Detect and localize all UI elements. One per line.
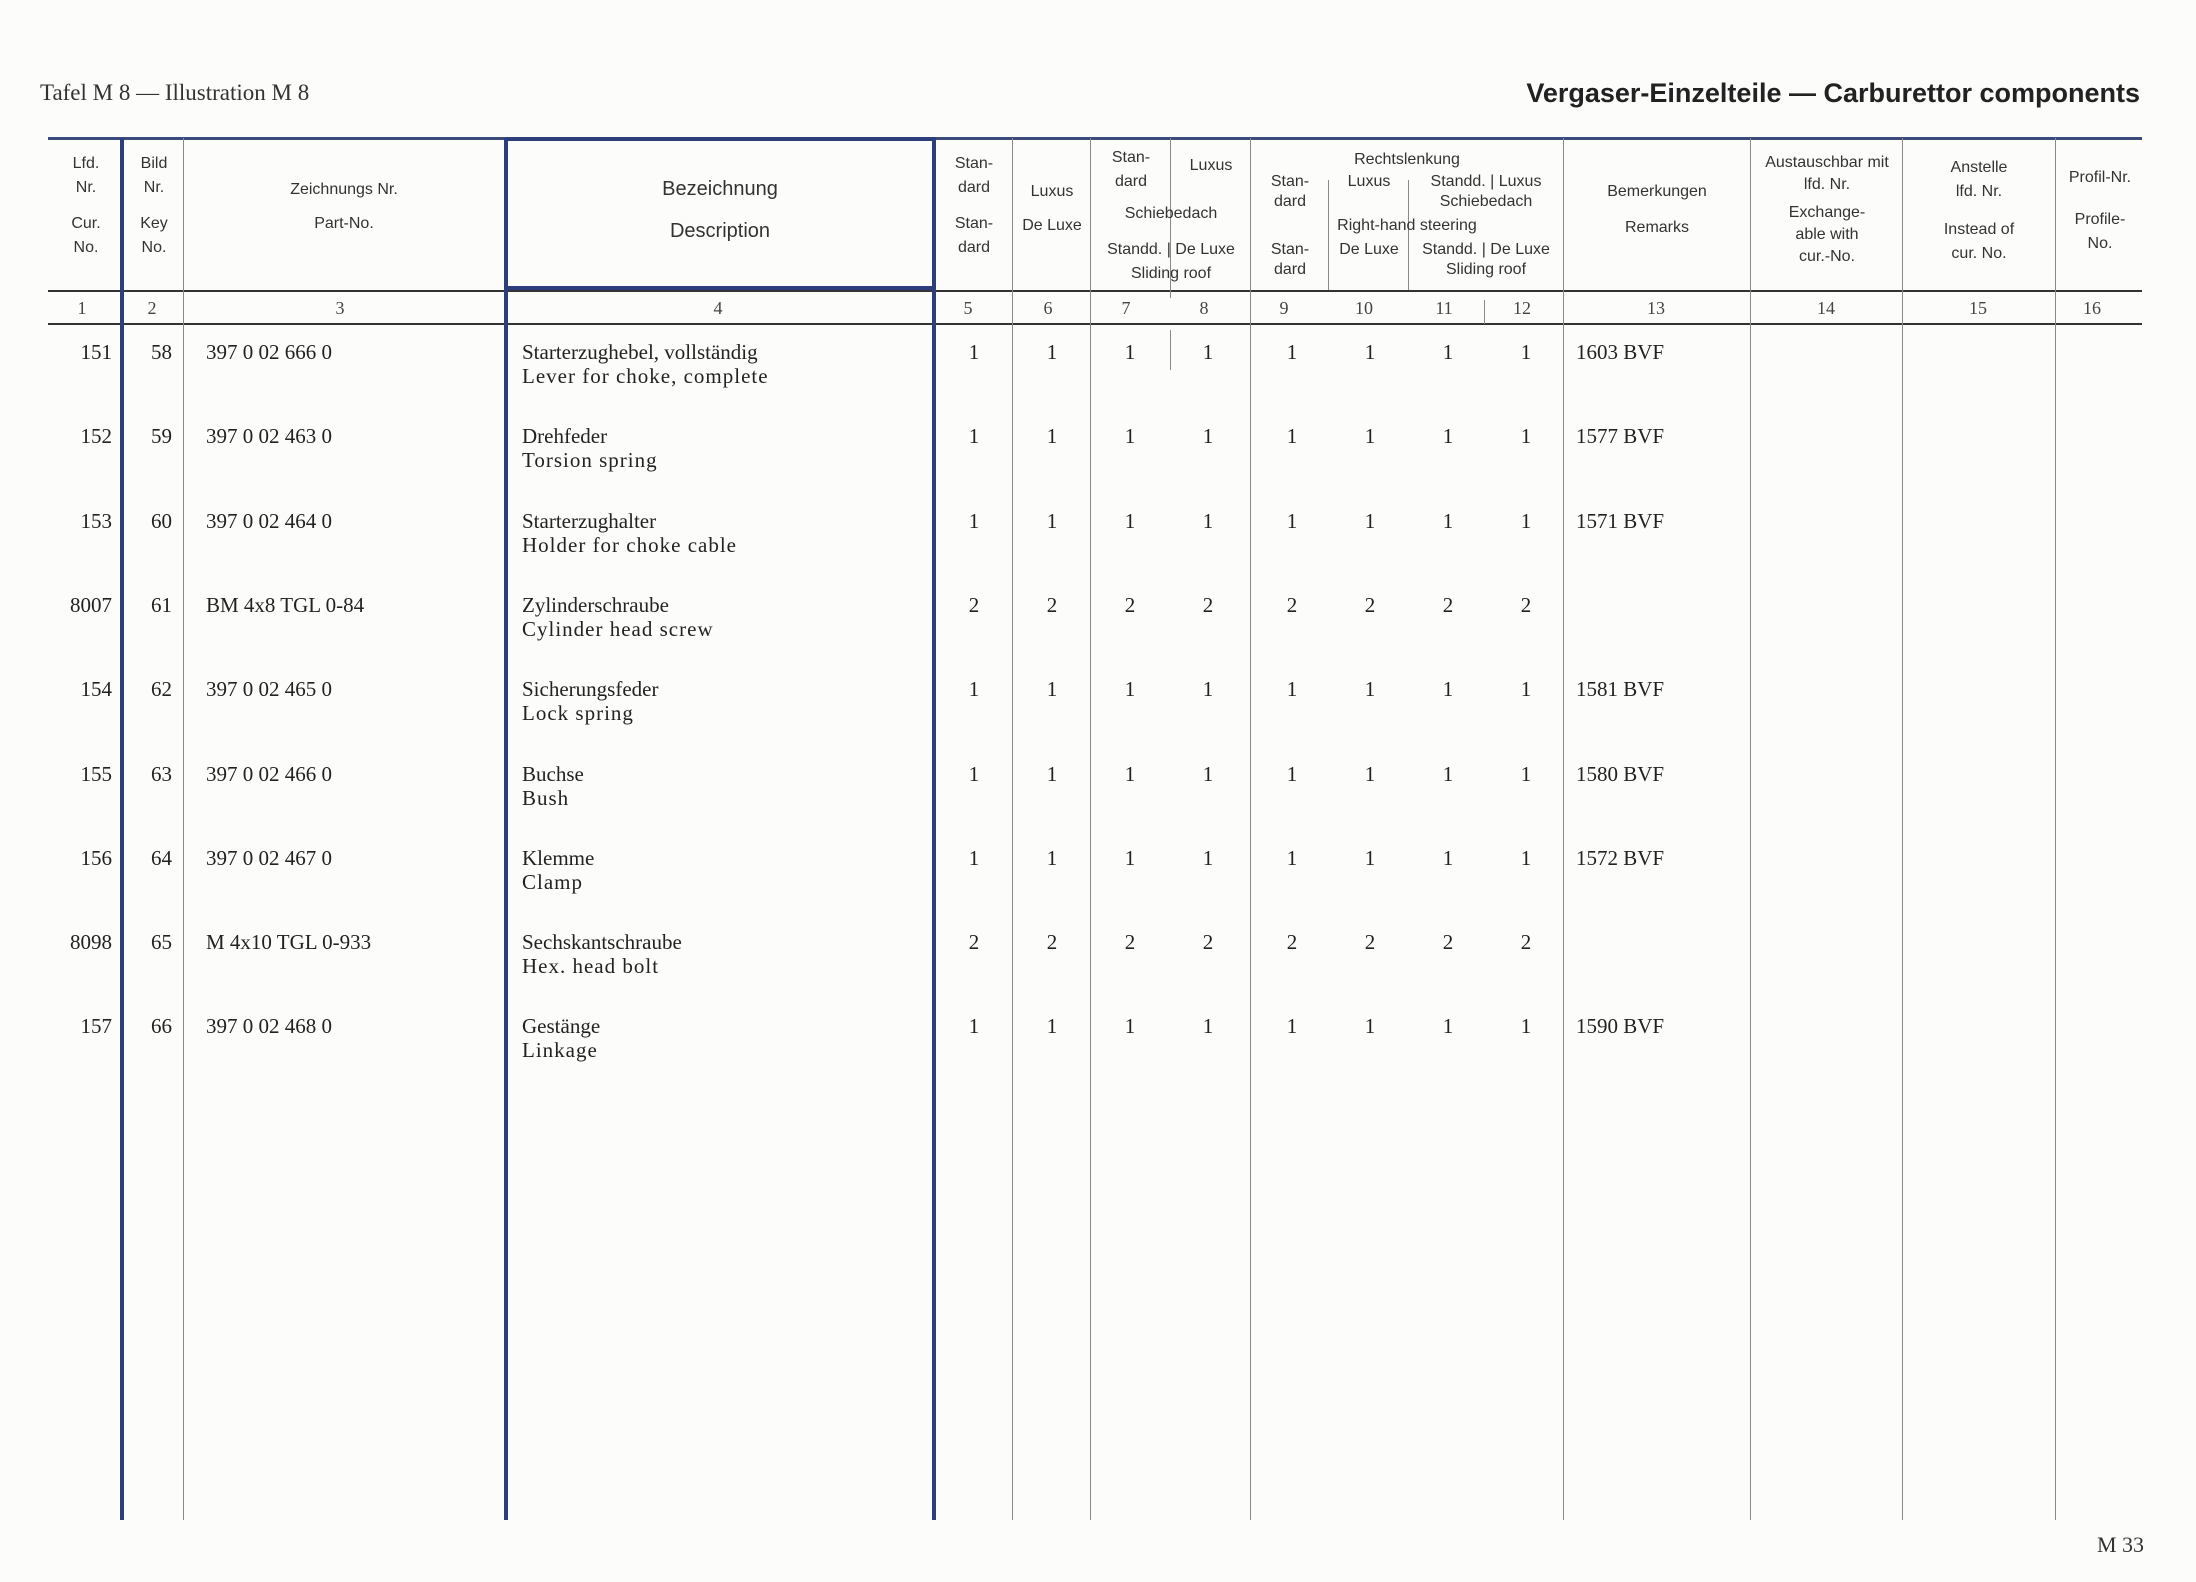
key-no-cell: 64 <box>151 845 172 870</box>
description-cell <box>522 1014 600 1062</box>
quantity-cell: 2 <box>1286 592 1298 617</box>
quantity-cell: 1 <box>1124 1014 1136 1039</box>
quantity-cell: 1 <box>1046 340 1058 364</box>
quantity-cell: 1 <box>968 845 980 870</box>
quantity-cell: 1 <box>1442 340 1454 364</box>
quantity-cell: 1 <box>1520 508 1532 533</box>
quantity-cell: 1 <box>1520 761 1532 786</box>
quantity-cell: 1 <box>968 761 980 786</box>
header-sunroof-standard: Stan- dard <box>1111 149 1151 190</box>
quantity-cell: 2 <box>1202 930 1214 955</box>
cur-no-cell: 151 <box>80 340 112 364</box>
remarks-cell: 1581 BVF <box>1576 677 1665 702</box>
header-part-no: Zeichnungs Nr. Part-No. <box>290 181 398 232</box>
column-number: 9 <box>1279 298 1289 318</box>
column-number: 1 <box>77 298 87 318</box>
description-english: Cylinder head screw <box>522 616 714 641</box>
key-no-cell: 59 <box>151 424 172 449</box>
col-divider-2 <box>183 138 184 1520</box>
header-remarks: Bemerkungen Remarks <box>1607 183 1707 236</box>
part-no-cell: 397 0 02 465 0 <box>206 677 332 702</box>
header-rhd-standard: Stan- dard <box>1270 173 1310 210</box>
quantity-cell: 1 <box>1364 424 1376 449</box>
header-key-no: Bild Nr. Key No. <box>140 155 168 256</box>
desc-box-top <box>506 137 936 141</box>
remarks-cell: 1571 BVF <box>1576 508 1665 533</box>
header-standard: Stan- dard Stan- dard <box>954 155 994 256</box>
quantity-cell: 1 <box>1202 677 1214 702</box>
quantity-cell: 1 <box>1286 508 1298 533</box>
description-cell <box>522 930 682 978</box>
quantity-cell: 1 <box>968 508 980 533</box>
header-rechtslenkung: Rechtslenkung <box>1354 151 1460 168</box>
quantity-cell: 2 <box>968 592 980 617</box>
description-cell <box>522 424 658 472</box>
column-number: 2 <box>147 298 157 318</box>
header-cur-no: Lfd. Nr. Cur. No. <box>71 155 101 256</box>
description-english: Linkage <box>522 1038 598 1063</box>
quantity-cell: 1 <box>1202 761 1214 786</box>
column-number: 7 <box>1121 298 1131 318</box>
quantity-cell: 1 <box>1364 508 1376 533</box>
part-no-cell: 397 0 02 666 0 <box>206 340 332 364</box>
quantity-cell: 1 <box>1442 1014 1454 1039</box>
header-rhd-luxus: Luxus <box>1347 173 1391 190</box>
quantity-cell: 1 <box>1442 677 1454 702</box>
part-no-cell: 397 0 02 466 0 <box>206 761 332 786</box>
quantity-cell: 2 <box>1124 930 1136 955</box>
description-german: Drehfeder <box>522 424 608 449</box>
remarks-cell: 1590 BVF <box>1576 1014 1665 1039</box>
column-number: 8 <box>1199 298 1209 318</box>
quantity-cell: 1 <box>1046 1014 1058 1039</box>
table-top-rule <box>48 137 2142 140</box>
column-number: 10 <box>1355 298 1373 318</box>
quantity-cell: 1 <box>1520 424 1532 449</box>
col-divider-13 <box>1750 138 1751 1520</box>
column-number: 11 <box>1435 298 1453 318</box>
quantity-cell: 1 <box>1364 677 1376 702</box>
header-luxus: Luxus De Luxe <box>1022 183 1082 234</box>
quantity-cell: 2 <box>1442 930 1454 955</box>
description-german: Gestänge <box>522 1014 601 1039</box>
quantity-cell: 2 <box>968 930 980 955</box>
description-german: Starterzughalter <box>522 508 657 533</box>
key-no-cell: 62 <box>151 677 172 702</box>
header-exchangeable: Austauschbar mit lfd. Nr. Exchange- able with cur.-No. <box>1765 154 1889 265</box>
desc-box-bottom <box>506 286 936 290</box>
quantity-cell: 1 <box>1124 508 1136 533</box>
column-number: 5 <box>963 298 973 318</box>
header-rhd-bottom-standard: Stan- dard <box>1270 241 1310 278</box>
header-description: Bezeichnung Description <box>662 178 778 242</box>
description-english: Lever for choke, complete <box>522 364 769 388</box>
quantity-cell: 2 <box>1442 592 1454 617</box>
quantity-cell: 1 <box>1202 845 1214 870</box>
cur-no-cell: 156 <box>80 845 112 870</box>
column-number: 14 <box>1817 298 1835 318</box>
remarks-cell: 1580 BVF <box>1576 761 1665 786</box>
quantity-cell: 1 <box>1124 677 1136 702</box>
quantity-cell: 1 <box>1046 761 1058 786</box>
col-divider-14 <box>1902 138 1903 1520</box>
description-cell <box>522 340 769 388</box>
column-number: 13 <box>1647 298 1665 318</box>
description-german: Starterzughebel, vollständig <box>522 340 758 364</box>
quantity-cell: 1 <box>1364 1014 1376 1039</box>
quantity-cell: 1 <box>968 340 980 364</box>
quantity-cell: 1 <box>1124 845 1136 870</box>
column-number: 3 <box>335 298 345 318</box>
quantity-cell: 1 <box>1286 845 1298 870</box>
quantity-cell: 1 <box>1520 340 1532 364</box>
quantity-cell: 2 <box>1364 592 1376 617</box>
quantity-cell: 1 <box>968 1014 980 1039</box>
description-german: Klemme <box>522 845 595 870</box>
quantity-cell: 1 <box>1124 340 1136 364</box>
description-english: Torsion spring <box>522 448 658 473</box>
quantity-cell: 1 <box>968 677 980 702</box>
cur-no-cell: 154 <box>80 677 112 702</box>
quantity-cell: 1 <box>1202 508 1214 533</box>
quantity-cell: 1 <box>1202 424 1214 449</box>
colnum-bottom-rule <box>48 323 2142 325</box>
quantity-cell: 2 <box>1046 592 1058 617</box>
header-sliding-roof: Sliding roof <box>1130 265 1212 282</box>
quantity-cell: 1 <box>1520 1014 1532 1039</box>
quantity-cell: 1 <box>1520 845 1532 870</box>
header-right-hand-steering: Right-hand steering <box>1337 217 1477 234</box>
quantity-cell: 1 <box>1124 424 1136 449</box>
quantity-cell: 1 <box>1202 1014 1214 1039</box>
quantity-cell: 1 <box>1364 761 1376 786</box>
cur-no-cell: 152 <box>80 424 112 449</box>
remarks-cell: 1577 BVF <box>1576 424 1665 449</box>
quantity-cell: 1 <box>1202 340 1214 364</box>
header-rhd-standd-luxus: Standd. | Luxus <box>1430 173 1542 190</box>
quantity-cell: 2 <box>1520 592 1532 617</box>
cur-no-cell: 155 <box>80 761 112 786</box>
header-rhd-sunroof-variants: Standd. | De Luxe <box>1422 241 1550 258</box>
quantity-cell: 1 <box>1046 677 1058 702</box>
key-no-cell: 65 <box>151 930 172 955</box>
description-german: Sicherungsfeder <box>522 677 659 702</box>
quantity-cell: 1 <box>1286 1014 1298 1039</box>
quantity-cell: 1 <box>1520 677 1532 702</box>
description-cell <box>522 593 714 641</box>
description-german: Zylinderschraube <box>522 592 669 617</box>
description-german: Buchse <box>522 761 584 786</box>
quantity-cell: 1 <box>1442 761 1454 786</box>
description-english: Bush <box>522 785 570 810</box>
description-cell <box>522 762 584 810</box>
quantity-cell: 1 <box>1442 424 1454 449</box>
col-divider-4 <box>932 138 936 1520</box>
column-number: 12 <box>1513 298 1531 318</box>
quantity-cell: 1 <box>1286 424 1298 449</box>
quantity-cell: 1 <box>1124 761 1136 786</box>
col-divider-7b <box>1170 330 1171 370</box>
column-number: 6 <box>1043 298 1053 318</box>
col-divider-15 <box>2055 138 2056 1520</box>
cur-no-cell: 8098 <box>70 930 112 955</box>
header-rhd-de-luxe: De Luxe <box>1339 241 1399 258</box>
header-sunroof-variants: Standd. | De Luxe <box>1107 241 1235 258</box>
part-no-cell: BM 4x8 TGL 0-84 <box>206 592 365 617</box>
quantity-cell: 2 <box>1202 592 1214 617</box>
part-no-cell: 397 0 02 467 0 <box>206 845 332 870</box>
key-no-cell: 61 <box>151 592 172 617</box>
col-divider-3 <box>504 138 508 1520</box>
description-english: Lock spring <box>522 701 634 726</box>
quantity-cell: 2 <box>1286 930 1298 955</box>
quantity-cell: 2 <box>1364 930 1376 955</box>
description-english: Hex. head bolt <box>522 954 660 979</box>
quantity-cell: 2 <box>1520 930 1532 955</box>
quantity-cell: 1 <box>1046 845 1058 870</box>
key-no-cell: 60 <box>151 508 172 533</box>
remarks-cell: 1603 BVF <box>1576 340 1665 364</box>
quantity-cell: 1 <box>1046 508 1058 533</box>
col-divider-12 <box>1563 138 1564 1520</box>
key-no-cell: 63 <box>151 761 172 786</box>
quantity-cell: 1 <box>1442 845 1454 870</box>
header-rhd-schiebedach: Schiebedach <box>1439 193 1533 210</box>
col-divider-11 <box>1484 300 1485 324</box>
description-english: Clamp <box>522 869 583 894</box>
quantity-cell: 2 <box>1046 930 1058 955</box>
col-divider-1 <box>120 138 124 1520</box>
illustration-reference: Tafel M 8 — Illustration M 8 <box>40 80 310 105</box>
quantity-cell: 1 <box>1046 424 1058 449</box>
cur-no-cell: 153 <box>80 508 112 533</box>
quantity-cell: 1 <box>1364 340 1376 364</box>
quantity-cell: 2 <box>1124 592 1136 617</box>
key-no-cell: 66 <box>151 1014 172 1039</box>
key-no-cell: 58 <box>151 340 172 364</box>
column-number: 4 <box>713 298 723 318</box>
header-profile-no: Profil-Nr. Profile- No. <box>2068 169 2132 252</box>
page-title: Vergaser-Einzelteile — Carburettor components <box>1526 78 2140 108</box>
quantity-cell: 1 <box>1286 340 1298 364</box>
description-cell <box>522 509 737 557</box>
column-number: 15 <box>1969 298 1987 318</box>
description-cell <box>522 677 658 725</box>
quantity-cell: 1 <box>1286 761 1298 786</box>
quantity-cell: 1 <box>968 424 980 449</box>
description-english: Holder for choke cable <box>522 532 737 557</box>
header-instead-of: Anstelle lfd. Nr. Instead of cur. No. <box>1943 159 2015 262</box>
col-divider-5 <box>1012 138 1013 1520</box>
header-rhd-sliding-roof: Sliding roof <box>1445 261 1527 278</box>
header-sunroof-luxus: Luxus <box>1189 157 1233 174</box>
col-divider-8 <box>1250 138 1251 1520</box>
description-cell <box>522 846 594 894</box>
header-bottom-rule <box>48 290 2142 292</box>
part-no-cell: M 4x10 TGL 0-933 <box>206 930 372 955</box>
col-divider-6 <box>1090 138 1091 1520</box>
column-number: 16 <box>2083 298 2101 318</box>
part-no-cell: 397 0 02 468 0 <box>206 1014 332 1039</box>
part-no-cell: 397 0 02 463 0 <box>206 424 332 449</box>
quantity-cell: 1 <box>1286 677 1298 702</box>
part-no-cell: 397 0 02 464 0 <box>206 508 332 533</box>
quantity-cell: 1 <box>1442 508 1454 533</box>
header-schiebedach: Schiebedach <box>1124 205 1218 222</box>
page-number: M 33 <box>2096 1532 2144 1557</box>
quantity-cell: 1 <box>1364 845 1376 870</box>
description-german: Sechskantschraube <box>522 930 682 955</box>
cur-no-cell: 8007 <box>70 592 112 617</box>
remarks-cell: 1572 BVF <box>1576 845 1665 870</box>
cur-no-cell: 157 <box>80 1014 112 1039</box>
